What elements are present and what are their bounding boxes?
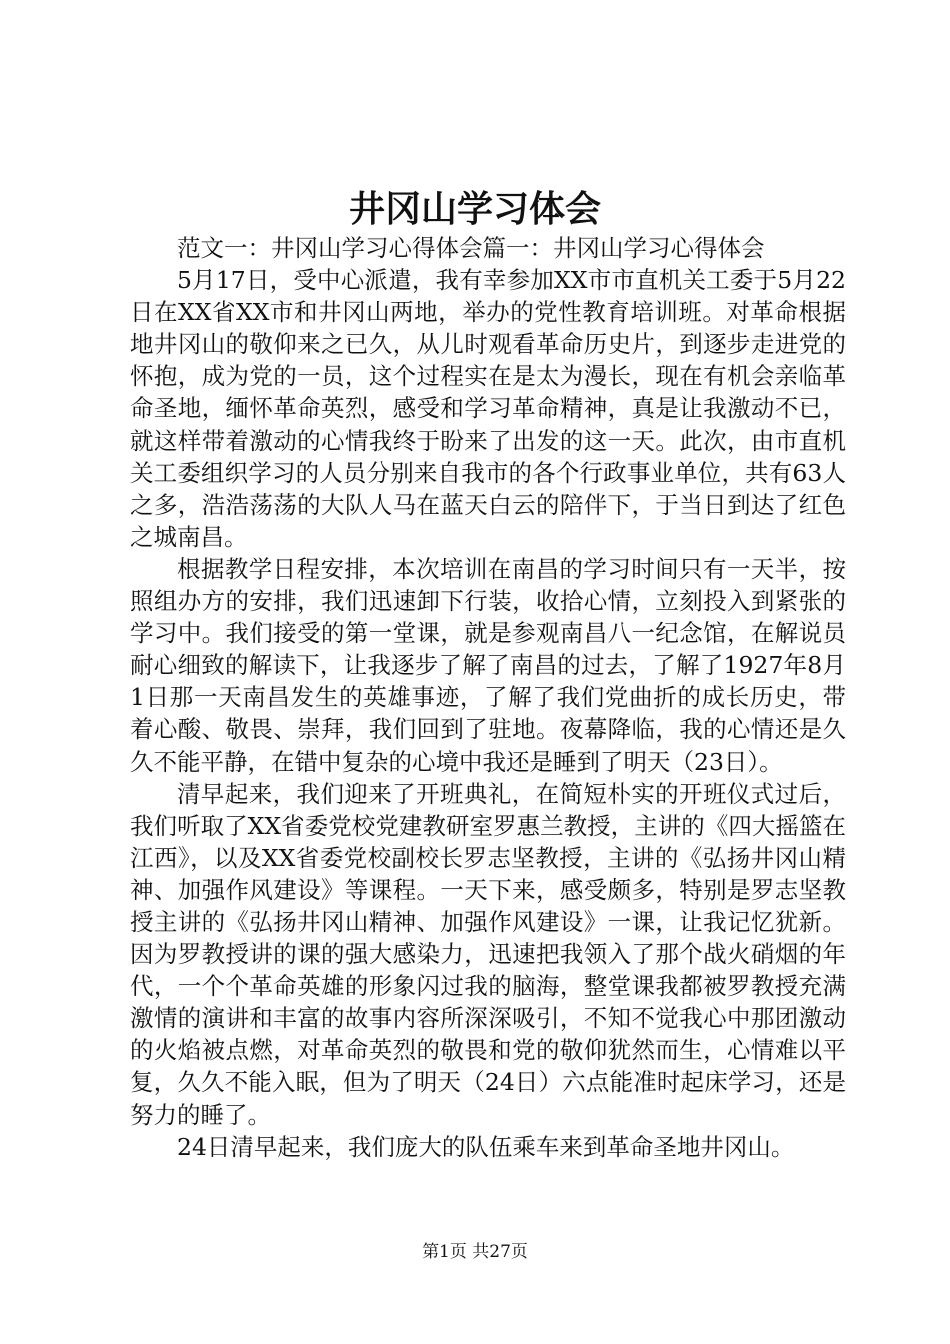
paragraph-2: 根据教学日程安排，本次培训在南昌的学习时间只有一天半，按照组办方的安排，我们迅速卸下行装，收拾心情，立刻投入到紧张的学习中。我们接受的第一堂课，就是参观南昌八一纪念馆，在解说员耐心细致的解读下，让我逐步了解了南昌的过去，了解了1927年8月1日那一天南昌发生的英雄事迹，了解了我们党曲折的成长历史，带着心酸、敬畏、崇拜，我们回到了驻地。夜幕降临，我的心情还是久久不能平静，在错中复杂的心境中我还是睡到了明天（23日）。 <box>130 554 846 776</box>
paragraph-heading-line: 范文一：井冈山学习心得体会篇一：井冈山学习心得体会 <box>177 234 765 262</box>
paragraph-1: 5月17日，受中心派遣，我有幸参加XX市市直机关工委于5月22日在XX省XX市和井冈山两地，举办的党性教育培训班。对革命根据地井冈山的敬仰来之已久，从儿时观看革命历史片，到逐步走进党的怀抱，成为党的一员，这个过程实在是太为漫长，现在有机会亲临革命圣地，缅怀革命英烈，感受和学习革命精神，真是让我激动不已，就这样带着激动的心情我终于盼来了出发的这一天。此次，由市直机关工委组织学习的人员分别来自我市的各个行政事业单位，共有63人之多，浩浩荡荡的大队人马在蓝天白云的陪伴下，于当日到达了红色之城南昌。 <box>130 266 846 551</box>
document-title: 井冈山学习体会 <box>348 188 601 230</box>
paragraph-4: 24日清早起来，我们庞大的队伍乘车来到革命圣地井冈山。 <box>177 1132 795 1161</box>
paragraph-3: 清早起来，我们迎来了开班典礼，在简短朴实的开班仪式过后，我们听取了XX省委党校党建教研室罗惠兰教授，主讲的《四大摇篮在江西》，以及XX省委党校副校长罗志坚教授，主讲的《弘扬井冈山精神、加强作风建设》等课程。一天下来，感受颇多，特别是罗志坚教授主讲的《弘扬井冈山精神、加强作风建设》一课，让我记忆犹新。因为罗教授讲的课的强大感染力，迅速把我领入了那个战火硝烟的年代，一个个革命英雄的形象闪过我的脑海，整堂课我都被罗教授充满激情的演讲和丰富的故事内容所深深吸引，不知不觉我心中那团激动的火焰被点燃，对革命英烈的敬畏和党的敬仰犹然而生，心情难以平复，久久不能入眠，但为了明天（24日）六点能准时起床学习，还是努力的睡了。 <box>130 779 846 1129</box>
document-body <box>130 232 846 1163</box>
page-number-footer: 第1页 共27页 <box>422 1242 528 1262</box>
